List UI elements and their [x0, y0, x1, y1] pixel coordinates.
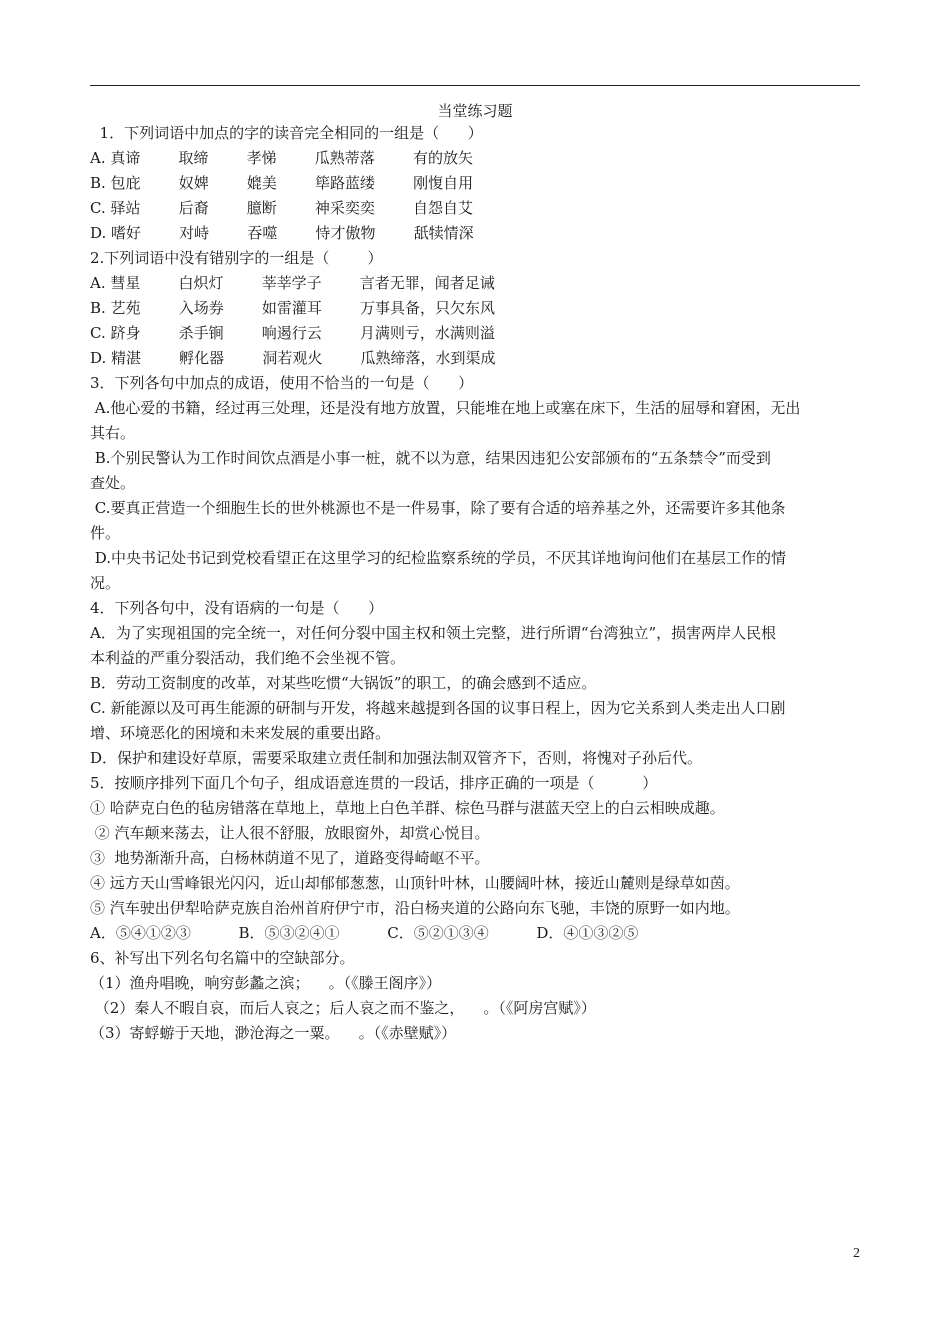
q5-sentence-4: ④ 远方天山雪峰银光闪闪，近山却郁郁葱葱，山顶针叶林，山腰阔叶林，接近山麓则是绿草如茵。 — [90, 874, 740, 892]
q5-sentence-5: ⑤ 汽车驶出伊犁哈萨克族自治州首府伊宁市，沿白杨夹道的公路向东飞驰，丰饶的原野一如内地。 — [90, 899, 740, 917]
q6-item-3: （3）寄蜉蝣于天地，渺沧海之一粟。 。（《赤壁赋》） — [90, 1024, 457, 1042]
page-title: 当堂练习题 — [437, 102, 513, 120]
q4-option-b: B．劳动工资制度的改革，对某些吃惯“大锅饭”的职工，的确会感到不适应。 — [90, 674, 597, 692]
page-number: 2 — [853, 1246, 860, 1261]
q2-option-a: A. 彗星 白炽灯 莘莘学子 言者无罪，闻者足诫 — [90, 274, 495, 292]
q5-sentence-3: ③ 地势渐渐升高，白杨林荫道不见了，道路变得崎岖不平。 — [90, 849, 490, 867]
q3-option-b: B.个别民警认为工作时间饮点酒是小事一桩，就不以为意，结果因违犯公安部颁布的“五条禁令”而受到 — [90, 449, 771, 467]
q6-stem: 6、补写出下列名句名篇中的空缺部分。 — [90, 949, 355, 967]
q4-stem: 4．下列各句中，没有语病的一句是（ ） — [90, 599, 384, 617]
q2-stem: 2.下列词语中没有错别字的一组是（ ） — [90, 249, 383, 267]
q2-option-d: D. 精湛 孵化器 洞若观火 瓜熟缔落，水到渠成 — [90, 349, 496, 367]
q6-item-2: （2）秦人不暇自哀，而后人哀之；后人哀之而不鉴之， 。（《阿房宫赋》） — [90, 999, 596, 1017]
q4-option-d: D．保护和建设好草原，需要采取建立责任制和加强法制双管齐下，否则，将愧对子孙后代。 — [90, 749, 703, 767]
q3-option-c-cont: 件。 — [90, 524, 121, 542]
q3-option-a: A.他心爱的书籍，经过再三处理，还是没有地方放置，只能堆在地上或塞在床下，生活的屈辱和窘困，无出 — [90, 399, 801, 417]
q6-item-1: （1）渔舟唱晚，响穷彭蠡之滨； 。（《滕王阁序》） — [90, 974, 442, 992]
q2-option-b: B. 艺苑 入场券 如雷灌耳 万事具备，只欠东风 — [90, 299, 495, 317]
q3-option-a-cont: 其右。 — [90, 424, 136, 442]
q4-option-a: A．为了实现祖国的完全统一，对任何分裂中国主权和领土完整，进行所谓“台湾独立”，损害两岸人民根 — [90, 624, 777, 642]
q1-stem: 1．下列词语中加点的字的读音完全相同的一组是（ ） — [90, 124, 483, 142]
header-rule — [90, 85, 860, 86]
q5-options: A．⑤④①②③ B．⑤③②④① C．⑤②①③④ D．④①③②⑤ — [90, 924, 639, 942]
exercise-body — [90, 121, 862, 1046]
q3-option-c: C.要真正营造一个细胞生长的世外桃源也不是一件易事，除了要有合适的培养基之外，还需要许多其他条 — [90, 499, 786, 517]
q1-option-b: B. 包庇 奴婢 媲美 筚路蓝缕 刚愎自用 — [90, 174, 474, 192]
q5-sentence-2: ② 汽车颠来荡去，让人很不舒服，放眼窗外，却赏心悦目。 — [90, 824, 490, 842]
q1-option-a: A. 真谛 取缔 孝悌 瓜熟蒂落 有的放矢 — [90, 149, 473, 167]
q5-stem: 5．按顺序排列下面几个句子，组成语意连贯的一段话，排序正确的一项是（ ） — [90, 774, 658, 792]
q2-option-c: C. 跻身 杀手锏 响遏行云 月满则亏，水满则溢 — [90, 324, 495, 342]
q4-option-c-cont: 增、环境恶化的困境和未来发展的重要出路。 — [90, 724, 391, 742]
q3-stem: 3．下列各句中加点的成语，使用不恰当的一句是（ ） — [90, 374, 474, 392]
q1-option-d: D. 嗜好 对峙 吞噬 恃才傲物 舐犊情深 — [90, 224, 474, 242]
q3-option-b-cont: 查处。 — [90, 474, 136, 492]
q4-option-c: C. 新能源以及可再生能源的研制与开发，将越来越提到各国的议事日程上，因为它关系到人类走出人口剧 — [90, 699, 786, 717]
q1-option-c: C. 驿站 后裔 臆断 神采奕奕 自怨自艾 — [90, 199, 474, 217]
q3-option-d-cont: 况。 — [90, 574, 121, 592]
q4-option-a-cont: 本利益的严重分裂活动，我们绝不会坐视不管。 — [90, 649, 406, 667]
q5-sentence-1: ① 哈萨克白色的毡房错落在草地上，草地上白色羊群、棕色马群与湛蓝天空上的白云相映成趣。 — [90, 799, 725, 817]
q3-option-d: D.中央书记处书记到党校看望正在这里学习的纪检监察系统的学员，不厌其详地询问他们在基层工作的情 — [90, 549, 787, 567]
